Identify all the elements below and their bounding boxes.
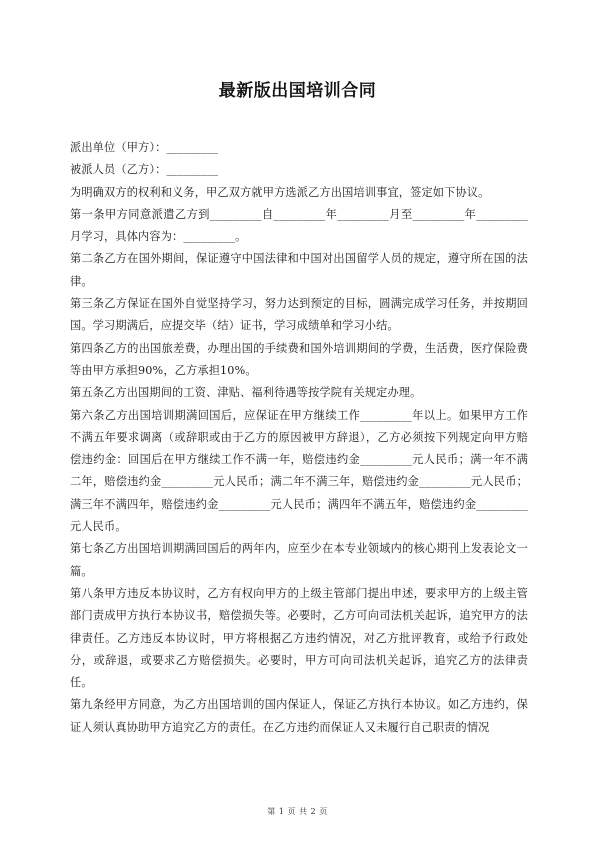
paragraph-preamble: 为明确双方的权利和义务，甲乙双方就甲方选派乙方出国培训事宜，签定如下协议。 [70, 185, 490, 199]
paragraph-article-8: 第八条甲方违反本协议时，乙方有权向甲方的上级主管部门提出申述，要求甲方的上级主管部门责成甲方执行本协议书，赔偿损失等。必要时，乙方可向司法机关起诉，追究甲方的法律责任。乙方违反本协议时，甲方将根据乙方违约情况，对乙方批评教育，或给予行政处分，或辞退，或要求乙方赔偿损失。必要时，甲方可向司法机关起诉，追究乙方的法律责任。 [70, 586, 528, 690]
paragraph-article-9: 第九条经甲方同意，为乙方出国培训的国内保证人，保证乙方执行本协议。如乙方违约，保证人须认真协助甲方追究乙方的责任。在乙方违约而保证人又未履行自己职责的情况 [70, 698, 528, 734]
paragraph-article-4: 第四条乙方的出国旅差费，办理出国的手续费和国外培训期间的学费，生活费，医疗保险费等由甲方承担90%，乙方承担10%。 [70, 341, 528, 377]
paragraph-article-5: 第五条乙方出国期间的工资、津贴、福利待遇等按学院有关规定办理。 [70, 386, 422, 400]
document-title: 最新版出国培训合同 [218, 81, 377, 101]
paragraph-article-3: 第三条乙方保证在国外自觉坚持学习，努力达到预定的目标，圆满完成学习任务，并按期回国。学习期满后，应提交毕（结）证书，学习成绩单和学习小结。 [70, 297, 528, 333]
paragraph-dispatched-person: 被派人员（乙方）：_________ [70, 163, 219, 177]
page-number-footer: 第 1 页 共 2 页 [267, 807, 328, 816]
document-body [70, 137, 528, 739]
paragraph-article-2: 第二条乙方在国外期间，保证遵守中国法律和中国对出国留学人员的规定，遵守所在国的法律。 [70, 252, 528, 288]
paragraph-article-6: 第六条乙方出国培训期满回国后，应保证在甲方继续工作_________年以上。如果甲方工作不满五年要求调离（或辞职或由于乙方的原因被甲方辞退），乙方必须按下列规定向甲方赔偿违约金：回国后在甲方继续工作不满一年，赔偿违约金_________元人民币；满一年不满二年，赔偿违约金_________元人民币；满二年不满三年，赔偿违约金_________元人民币；满三年不满四年，赔偿违约金_________元人民币；满四年不满五年，赔偿违约金_________元人民币。 [70, 408, 528, 534]
paragraph-article-7: 第七条乙方出国培训期满回国后的两年内，应至少在本专业领域内的核心期刊上发表论文一篇。 [70, 542, 528, 578]
paragraph-article-1: 第一条甲方同意派遣乙方到_________自_________年_________月至_________年_________月学习，具体内容为：_________。 [70, 207, 528, 244]
paragraph-dispatching-unit: 派出单位（甲方）：_________ [70, 141, 219, 154]
